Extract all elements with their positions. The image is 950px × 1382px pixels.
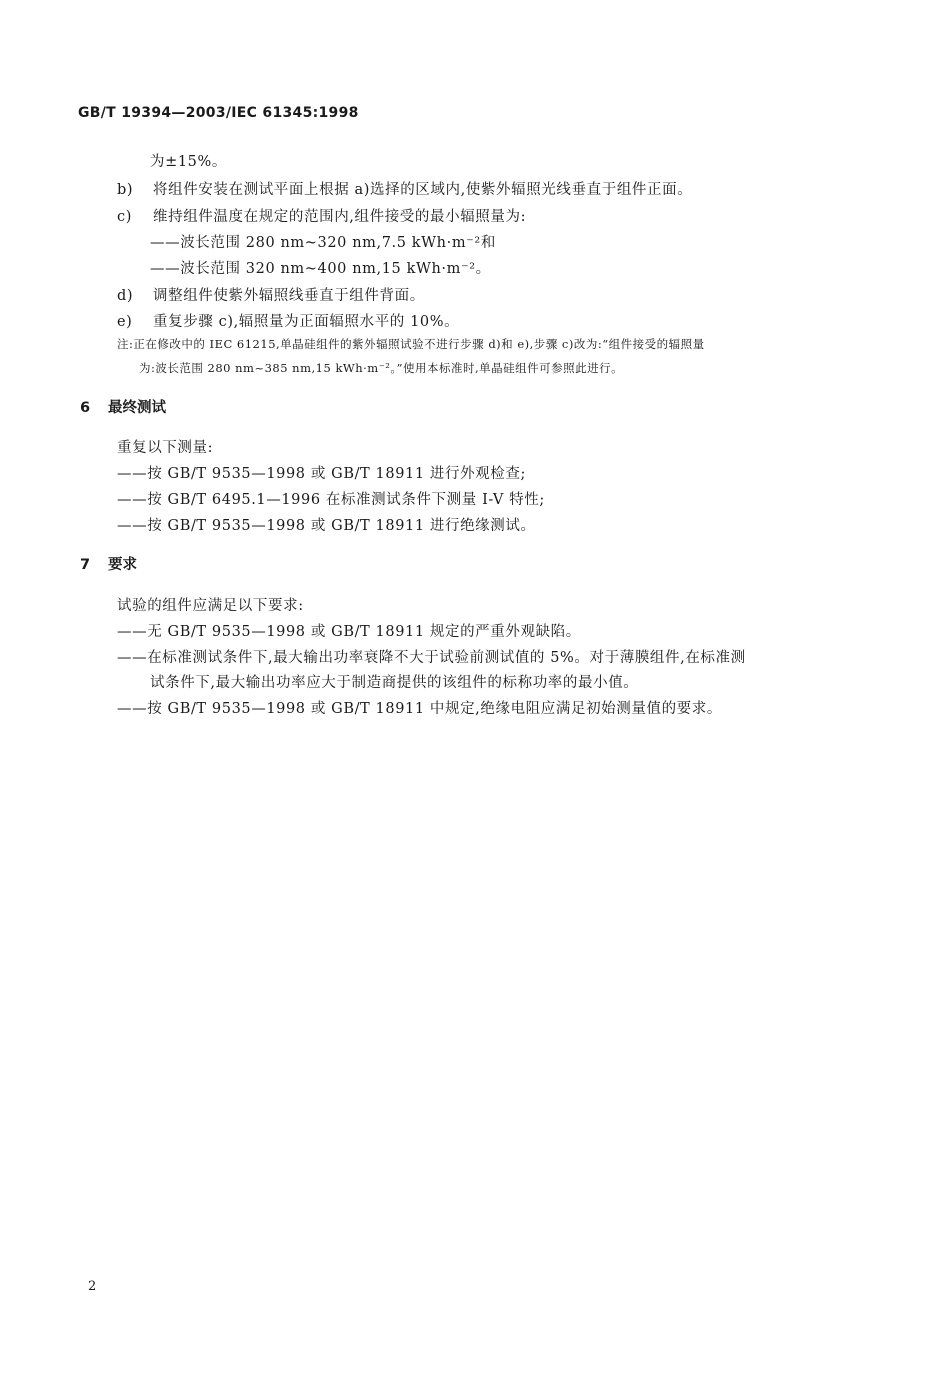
step-text: 调整组件使紫外辐照线垂直于组件背面。 bbox=[153, 288, 425, 304]
step-text: 将组件安装在测试平面上根据 a)选择的区域内,使紫外辐照光线垂直于组件正面。 bbox=[153, 182, 693, 198]
section-7-item-continuation: 试条件下,最大输出功率应大于制造商提供的该组件的标称功率的最小值。 bbox=[150, 675, 639, 691]
step-e bbox=[117, 310, 459, 331]
section-number: 6 bbox=[80, 400, 91, 416]
step-marker: d) bbox=[117, 288, 134, 304]
note-line-1: 注:正在修改中的 IEC 61215,单晶硅组件的紫外辐照试验不进行步骤 d)和 e),步骤 c)改为:“组件接受的辐照量 bbox=[117, 337, 705, 351]
section-7-item: ——在标准测试条件下,最大输出功率衰降不大于试验前测试值的 5%。对于薄膜组件,在标准测 bbox=[117, 650, 746, 666]
step-b bbox=[117, 178, 692, 199]
page-number: 2 bbox=[88, 1279, 97, 1294]
step-marker: b) bbox=[117, 182, 134, 198]
step-marker: e) bbox=[117, 314, 133, 330]
section-title: 最终测试 bbox=[108, 400, 166, 416]
note-line-2: 为:波长范围 280 nm~385 nm,15 kWh·m⁻²。”使用本标准时,单晶硅组件可参照此进行。 bbox=[139, 361, 624, 375]
step-c-sub-1: ——波长范围 280 nm~320 nm,7.5 kWh·m⁻²和 bbox=[150, 235, 496, 251]
section-6-heading bbox=[80, 396, 166, 417]
step-c-sub-2: ——波长范围 320 nm~400 nm,15 kWh·m⁻²。 bbox=[150, 261, 491, 277]
continuation-text: 为±15%。 bbox=[150, 154, 227, 170]
section-7-item: ——无 GB/T 9535—1998 或 GB/T 18911 规定的严重外观缺陷。 bbox=[117, 624, 581, 640]
section-title: 要求 bbox=[108, 557, 137, 573]
section-6-item: ——按 GB/T 9535—1998 或 GB/T 18911 进行外观检查; bbox=[117, 466, 526, 482]
section-7-item: ——按 GB/T 9535—1998 或 GB/T 18911 中规定,绝缘电阻应满足初始测量值的要求。 bbox=[117, 701, 722, 717]
section-6-item: ——按 GB/T 6495.1—1996 在标准测试条件下测量 I-V 特性; bbox=[117, 492, 545, 508]
standard-header: GB/T 19394—2003/IEC 61345:1998 bbox=[78, 105, 359, 121]
step-text: 维持组件温度在规定的范围内,组件接受的最小辐照量为: bbox=[153, 209, 527, 225]
section-7-intro: 试验的组件应满足以下要求: bbox=[117, 598, 304, 614]
section-number: 7 bbox=[80, 557, 91, 573]
section-7-heading bbox=[80, 553, 137, 574]
step-text: 重复步骤 c),辐照量为正面辐照水平的 10%。 bbox=[153, 314, 460, 330]
step-marker: c) bbox=[117, 209, 132, 225]
step-d bbox=[117, 284, 425, 305]
section-6-item: ——按 GB/T 9535—1998 或 GB/T 18911 进行绝缘测试。 bbox=[117, 518, 536, 534]
step-c bbox=[117, 205, 526, 226]
section-6-intro: 重复以下测量: bbox=[117, 440, 214, 456]
